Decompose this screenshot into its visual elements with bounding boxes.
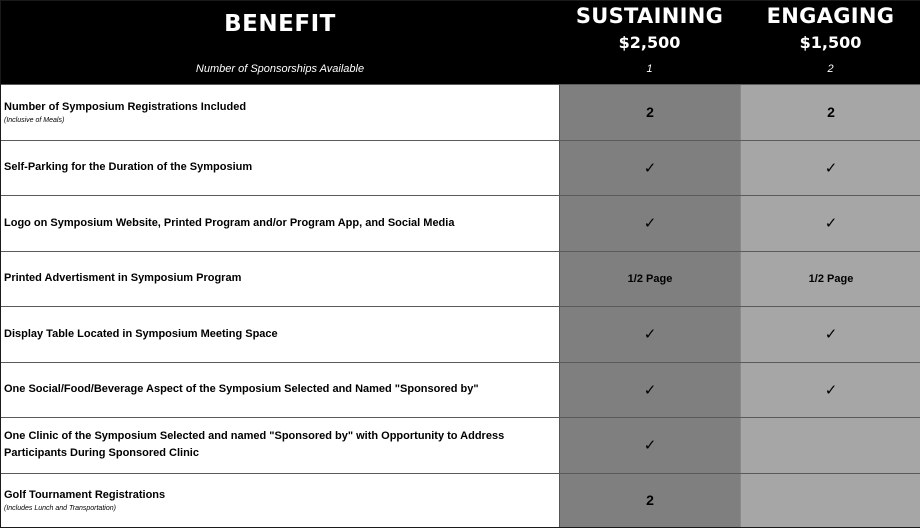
benefit-note: (Inclusive of Meals) — [4, 116, 65, 124]
sustaining-value-cell — [559, 307, 740, 362]
engaging-value-cell — [740, 307, 920, 362]
checkmark-icon: ✓ — [643, 215, 657, 233]
benefit-title: One Social/Food/Beverage Aspect of the Symposium Selected and Named "Sponsored by" — [4, 383, 479, 396]
benefit-title: Self-Parking for the Duration of the Symposium — [4, 161, 253, 174]
table-row — [1, 140, 920, 196]
engaging-available-count: 2 — [827, 63, 834, 75]
sustaining-available-count: 1 — [646, 63, 653, 75]
table-row — [1, 84, 920, 140]
benefit-title: Printed Advertisment in Symposium Program — [4, 272, 242, 285]
table-row — [1, 362, 920, 418]
engaging-tier-name: ENGAGING — [766, 4, 895, 28]
checkmark-icon: ✓ — [824, 159, 838, 177]
sustaining-value: 2 — [646, 104, 654, 121]
table-row — [1, 417, 920, 473]
engaging-value-cell — [740, 474, 920, 528]
benefit-column-heading: BENEFIT — [224, 11, 336, 37]
sustaining-column-heading — [559, 3, 740, 76]
sustaining-value-cell — [559, 363, 740, 418]
table-row — [1, 306, 920, 362]
sustaining-tier-price: $2,500 — [618, 33, 681, 52]
engaging-tier-price: $1,500 — [799, 33, 862, 52]
table-header — [1, 1, 920, 84]
table-row — [1, 195, 920, 251]
benefit-cell — [1, 196, 559, 251]
sustaining-value: 1/2 Page — [627, 272, 673, 285]
checkmark-icon: ✓ — [824, 215, 838, 233]
engaging-value-cell — [740, 196, 920, 251]
checkmark-icon: ✓ — [643, 381, 657, 399]
checkmark-icon: ✓ — [824, 326, 838, 344]
engaging-value: 2 — [827, 104, 835, 121]
checkmark-icon: ✓ — [643, 159, 657, 177]
engaging-column-heading — [740, 3, 920, 76]
engaging-value-cell — [740, 141, 920, 196]
sustaining-value: 2 — [646, 492, 654, 509]
benefit-title: Number of Symposium Registrations Included — [4, 100, 247, 113]
benefit-cell — [1, 85, 559, 140]
sustaining-value-cell — [559, 252, 740, 307]
checkmark-icon: ✓ — [643, 326, 657, 344]
benefit-title: Logo on Symposium Website, Printed Program and/or Program App, and Social Media — [4, 216, 455, 229]
engaging-value-cell — [740, 85, 920, 140]
table-row — [1, 251, 920, 307]
sustaining-tier-name: SUSTAINING — [575, 4, 724, 28]
engaging-value-cell — [740, 252, 920, 307]
sustaining-value-cell — [559, 418, 740, 473]
benefit-cell — [1, 474, 559, 528]
benefit-cell — [1, 418, 559, 473]
benefit-cell — [1, 141, 559, 196]
sponsorships-available-label: Number of Sponsorships Available — [195, 63, 365, 75]
benefit-note: (Includes Lunch and Transportation) — [4, 504, 116, 512]
benefit-title: Golf Tournament Registrations — [4, 488, 166, 501]
sustaining-value-cell — [559, 196, 740, 251]
sustaining-value-cell — [559, 85, 740, 140]
table-row — [1, 473, 920, 528]
sustaining-value-cell — [559, 474, 740, 528]
benefit-title: One Clinic of the Symposium Selected and named "Sponsored by" with Opportunity to Address Participants During Sponsored Clinic — [4, 430, 505, 460]
benefit-cell — [1, 252, 559, 307]
sustaining-value-cell — [559, 141, 740, 196]
engaging-value-cell — [740, 418, 920, 473]
checkmark-icon: ✓ — [643, 437, 657, 455]
benefit-title: Display Table Located in Symposium Meeting Space — [4, 327, 278, 340]
engaging-value: 1/2 Page — [808, 272, 854, 285]
benefit-cell — [1, 307, 559, 362]
engaging-value-cell — [740, 363, 920, 418]
benefit-cell — [1, 363, 559, 418]
checkmark-icon: ✓ — [824, 381, 838, 399]
